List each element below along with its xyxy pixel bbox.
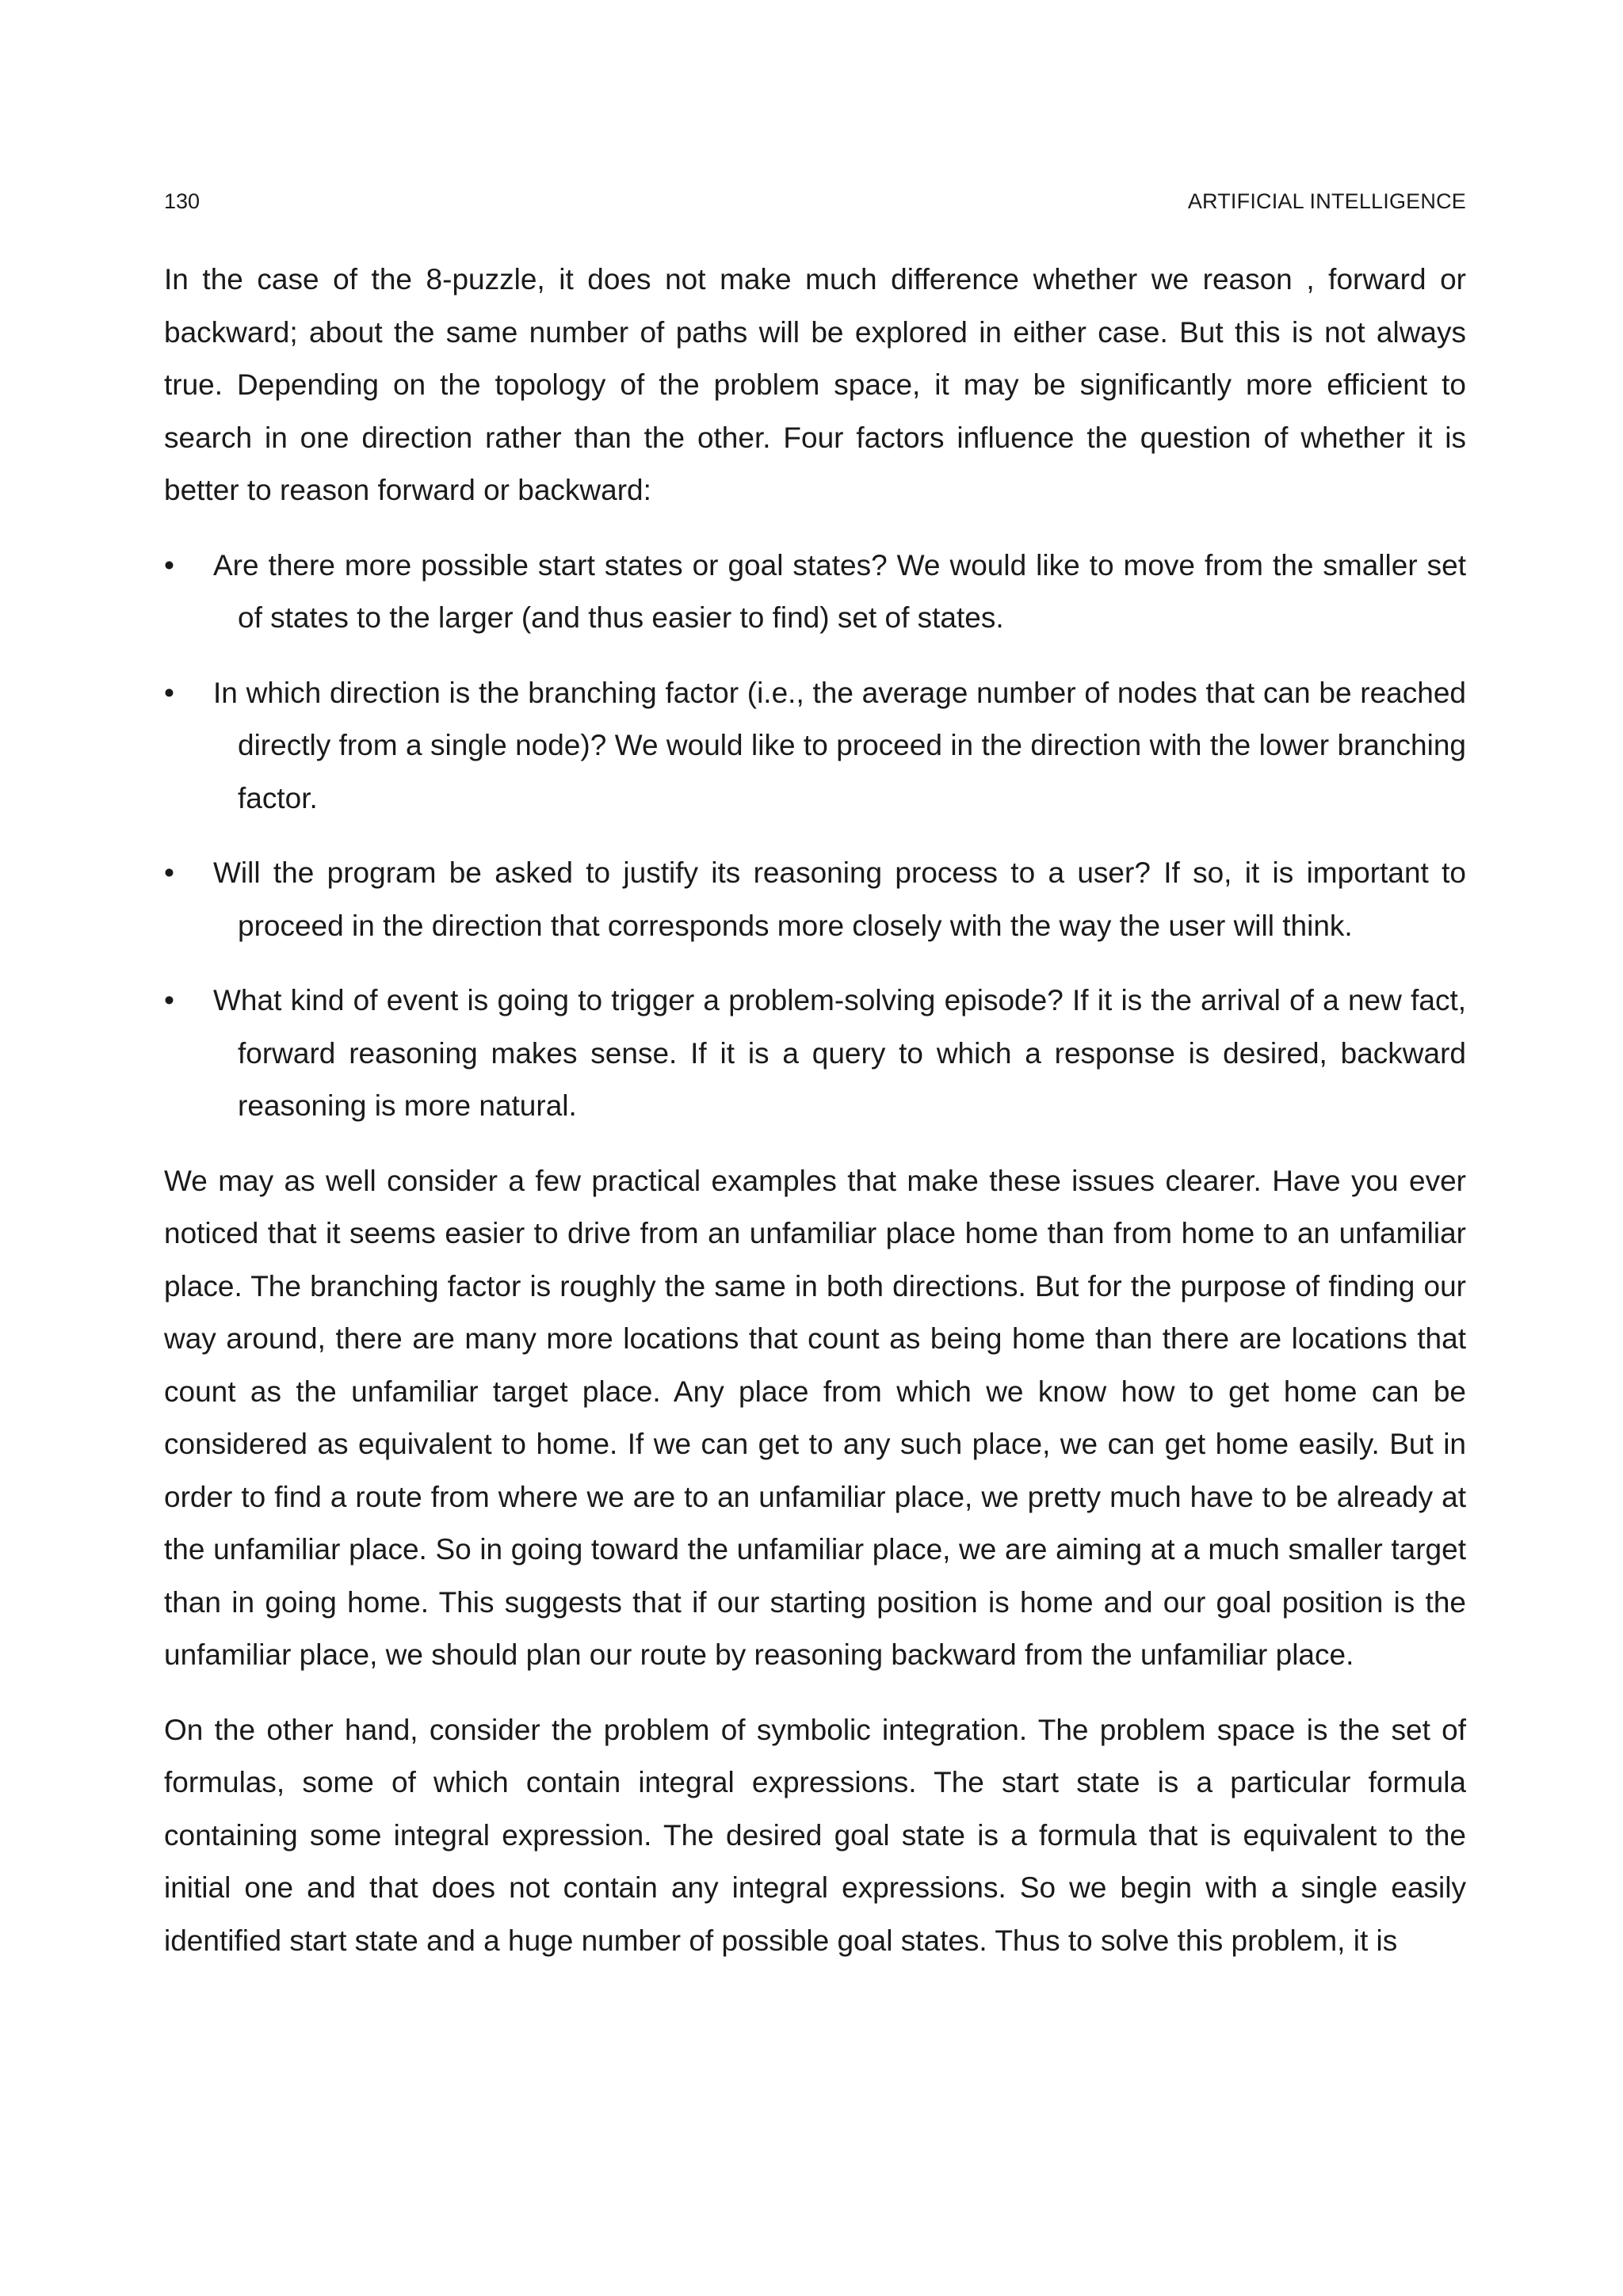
list-item-text: In which direction is the branching factor (i.e., the average number of nodes that can be reached directly from a single node)? We would like to proceed in the direction with the lower branching factor. [213,676,1466,814]
running-title: ARTIFICIAL INTELLIGENCE [1187,189,1466,213]
body-text [164,254,1466,1989]
factor-list [164,540,1466,1133]
page-header [164,187,1466,215]
page-number: 130 [164,189,200,213]
list-item [164,540,1466,645]
bullet-icon: • [164,548,174,582]
list-item-text: Will the program be asked to justify its reasoning process to a user? If so, it is important to proceed in the direction that corresponds more closely with the way the user will think. [213,856,1466,942]
bullet-icon: • [164,984,174,1016]
bullet-icon: • [164,676,174,709]
integration-paragraph: On the other hand, consider the problem of symbolic integration. The problem space is the set of formulas, some of which contain integral expressions. The start state is a particular formula containing some integral expression. The desired goal state is a formula that is equivalent to the initial one and that does not contain any integral expressions. So we begin with a single easily identified start state and a huge number of possible goal states. Thus to solve this problem, it is [164,1713,1466,1957]
list-item [164,974,1466,1133]
examples-paragraph: We may as well consider a few practical examples that make these issues clearer. Have you ever noticed that it seems easier to drive from an unfamiliar place home than from home to an unfamiliar place. The branching factor is roughly the same in both directions. But for the purpose of finding our way around, there are many more locations that count as being home than there are locations that count as the unfamiliar target place. Any place from which we know how to get home can be considered as equivalent to home. If we can get to any such place, we can get home easily. But in order to find a route from where we are to an unfamiliar place, we pretty much have to be already at the unfamiliar place. So in going toward the unfamiliar place, we are aiming at a much smaller target than in going home. This suggests that if our starting position is home and our goal position is the unfamiliar place, we should plan our route by reasoning backward from the unfamiliar place. [164,1164,1466,1671]
intro-paragraph: In the case of the 8-puzzle, it does not make much difference whether we reason , forward or backward; about the same number of paths will be explored in either case. But this is not always true. Depending on the topology of the problem space, it may be significantly more efficient to search in one direction rather than the other. Four factors influence the question of whether it is better to reason forward or backward: [164,263,1466,506]
bullet-icon: • [164,856,174,889]
list-item [164,667,1466,826]
list-item-text: What kind of event is going to trigger a problem-solving episode? If it is the arrival of a new fact, forward reasoning makes sense. If it is a query to which a response is desired, backward reasoning is more natural. [213,984,1466,1122]
list-item [164,847,1466,952]
list-item-text: Are there more possible start states or goal states? We would like to move from the smaller set of states to the larger (and thus easier to find) set of states. [213,548,1466,634]
